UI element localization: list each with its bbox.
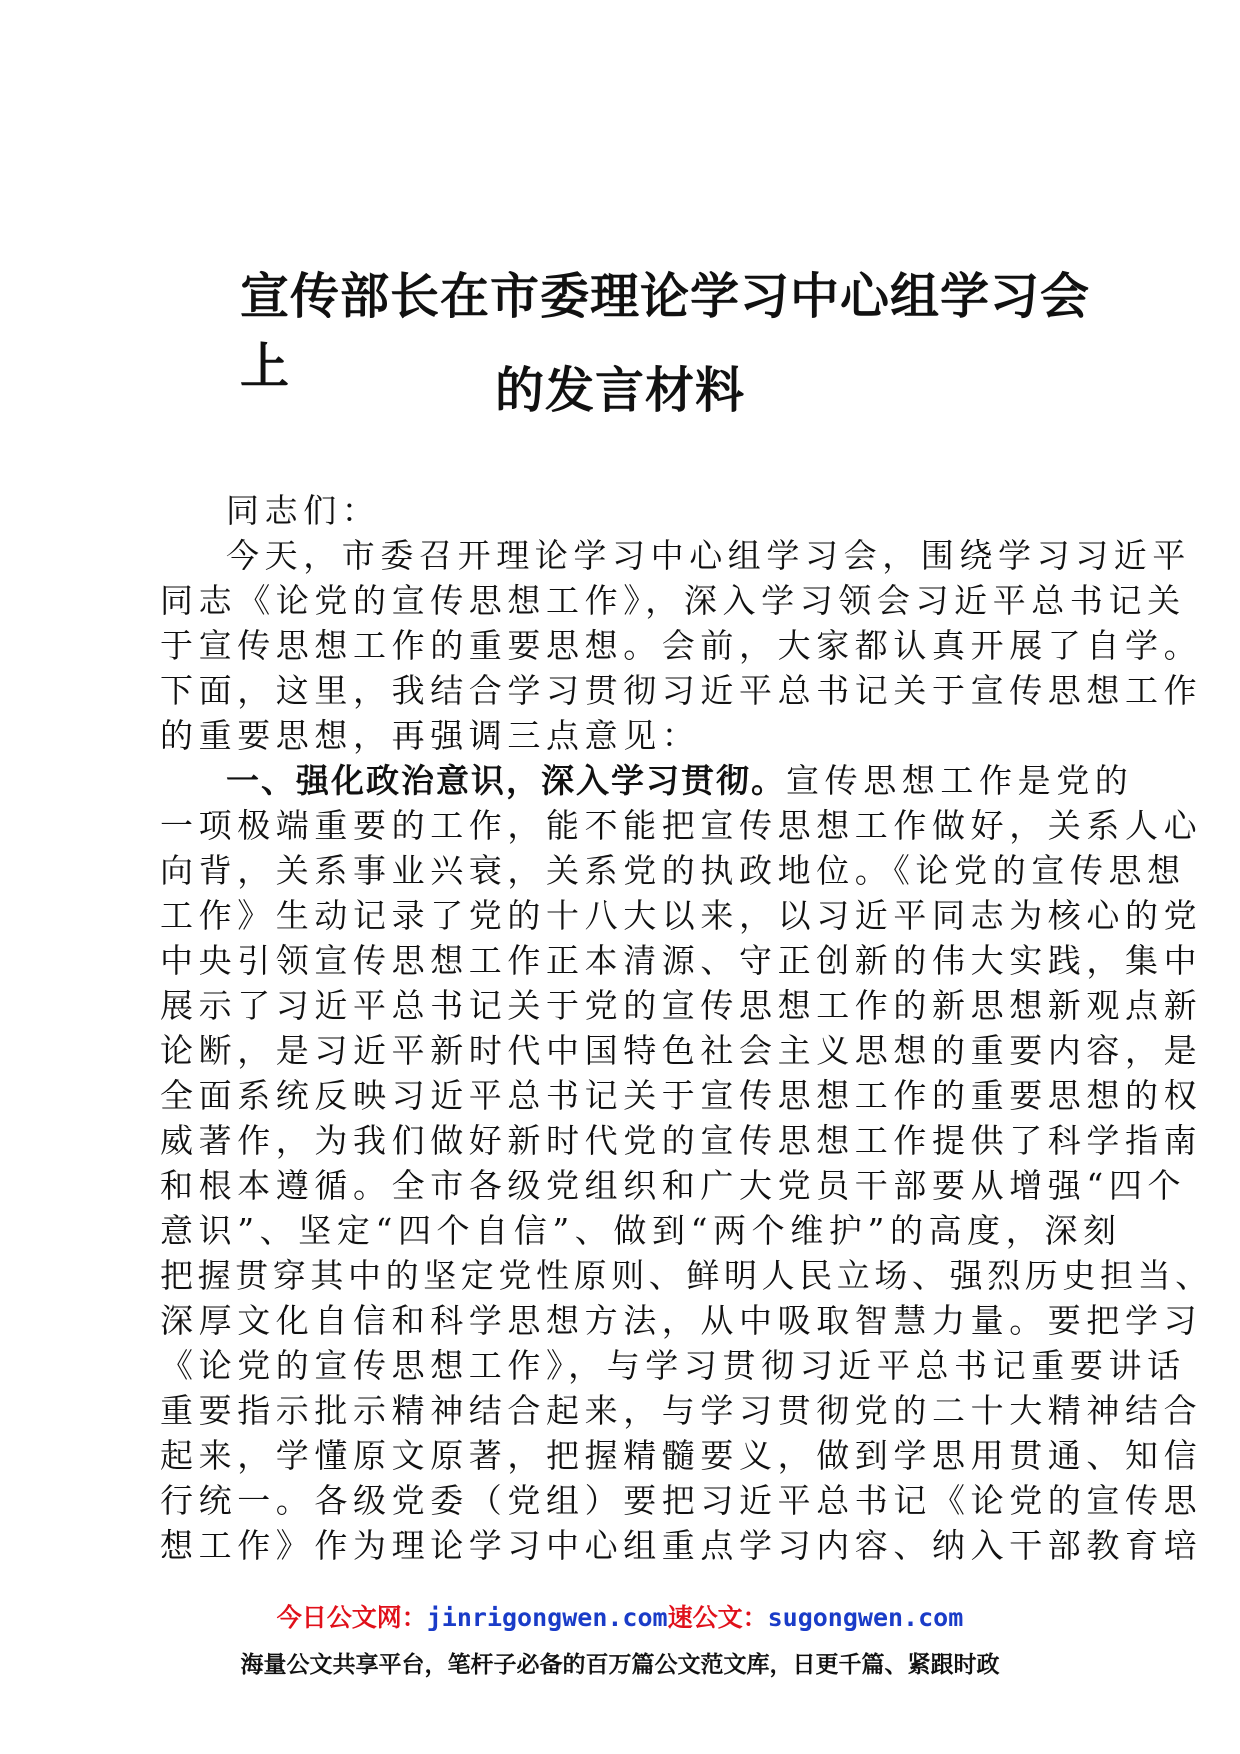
- section-1-line: 把握贯穿其中的坚定党性原则、鲜明人民立场、强烈历史担当、: [160, 1256, 1213, 1295]
- document-title-line-1: 宣传部长在市委理论学习中心组学习会上: [240, 267, 1091, 395]
- footer-link-sugongwen[interactable]: sugongwen.com: [767, 1603, 964, 1632]
- document-body: [160, 488, 1213, 1568]
- section-1-line: 想工作》作为理论学习中心组重点学习内容、纳入干部教育培: [160, 1526, 1203, 1565]
- footer-label-1: 今日公文网：: [276, 1603, 427, 1632]
- section-1-first-line-text: 宣传思想工作是党的: [786, 761, 1134, 800]
- section-1-line: 深厚文化自信和科学思想方法，从中吸取智慧力量。要把学习: [160, 1301, 1203, 1340]
- section-1-first-line: [160, 758, 1134, 803]
- section-1-line: 重要指示批示精神结合起来，与学习贯彻党的二十大精神结合: [160, 1391, 1203, 1430]
- section-1-line: 和根本遵循。全市各级党组织和广大党员干部要从增强“四个: [160, 1166, 1187, 1205]
- section-1-line: 论断，是习近平新时代中国特色社会主义思想的重要内容，是: [160, 1031, 1203, 1070]
- section-1-line: 威著作，为我们做好新时代党的宣传思想工作提供了科学指南: [160, 1121, 1203, 1160]
- section-1-line: 起来，学懂原文原著，把握精髓要义，做到学思用贯通、知信: [160, 1436, 1203, 1475]
- paragraph-1-line: 下面，这里，我结合学习贯彻习近平总书记关于宣传思想工作: [160, 671, 1203, 710]
- section-1-heading: 一、强化政治意识，深入学习贯彻。: [226, 761, 786, 800]
- section-1-line: 《论党的宣传思想工作》，与学习贯彻习近平总书记重要讲话: [160, 1346, 1186, 1385]
- section-1-line: 工作》生动记录了党的十八大以来，以习近平同志为核心的党: [160, 896, 1203, 935]
- section-1-line: 意识”、坚定“四个自信”、做到“两个维护”的高度，深刻: [160, 1211, 1122, 1250]
- section-1-line: 行统一。各级党委（党组）要把习近平总书记《论党的宣传思: [160, 1481, 1203, 1520]
- paragraph-1-line: 同志《论党的宣传思想工作》，深入学习领会习近平总书记关: [160, 581, 1186, 620]
- paragraph-1-line: 今天，市委召开理论学习中心组学习会，围绕学习习近平: [226, 536, 1191, 575]
- salutation: 同志们：: [226, 491, 381, 530]
- section-1-line: 全面系统反映习近平总书记关于宣传思想工作的重要思想的权: [160, 1076, 1203, 1115]
- footer-links: [0, 1598, 1240, 1634]
- section-1-line: 向背，关系事业兴衰，关系党的执政地位。《论党的宣传思想: [160, 851, 1186, 890]
- footer-link-jinrigongwen[interactable]: jinrigongwen.com: [426, 1603, 668, 1632]
- footer-slogan: 海量公文共享平台，笔杆子必备的百万篇公文范文库，日更千篇、紧跟时政: [240, 1652, 1000, 1678]
- section-1-line: 展示了习近平总书记关于党的宣传思想工作的新思想新观点新: [160, 986, 1203, 1025]
- footer-label-2: 速公文：: [667, 1603, 768, 1632]
- section-1-line: 一项极端重要的工作，能不能把宣传思想工作做好，关系人心: [160, 806, 1203, 845]
- paragraph-1-line: 的重要思想，再强调三点意见：: [160, 716, 701, 755]
- section-1-line: 中央引领宣传思想工作正本清源、守正创新的伟大实践，集中: [160, 941, 1203, 980]
- paragraph-1-line: 于宣传思想工作的重要思想。会前，大家都认真开展了自学。: [160, 626, 1203, 665]
- document-title-line-2: 的发言材料: [494, 361, 745, 419]
